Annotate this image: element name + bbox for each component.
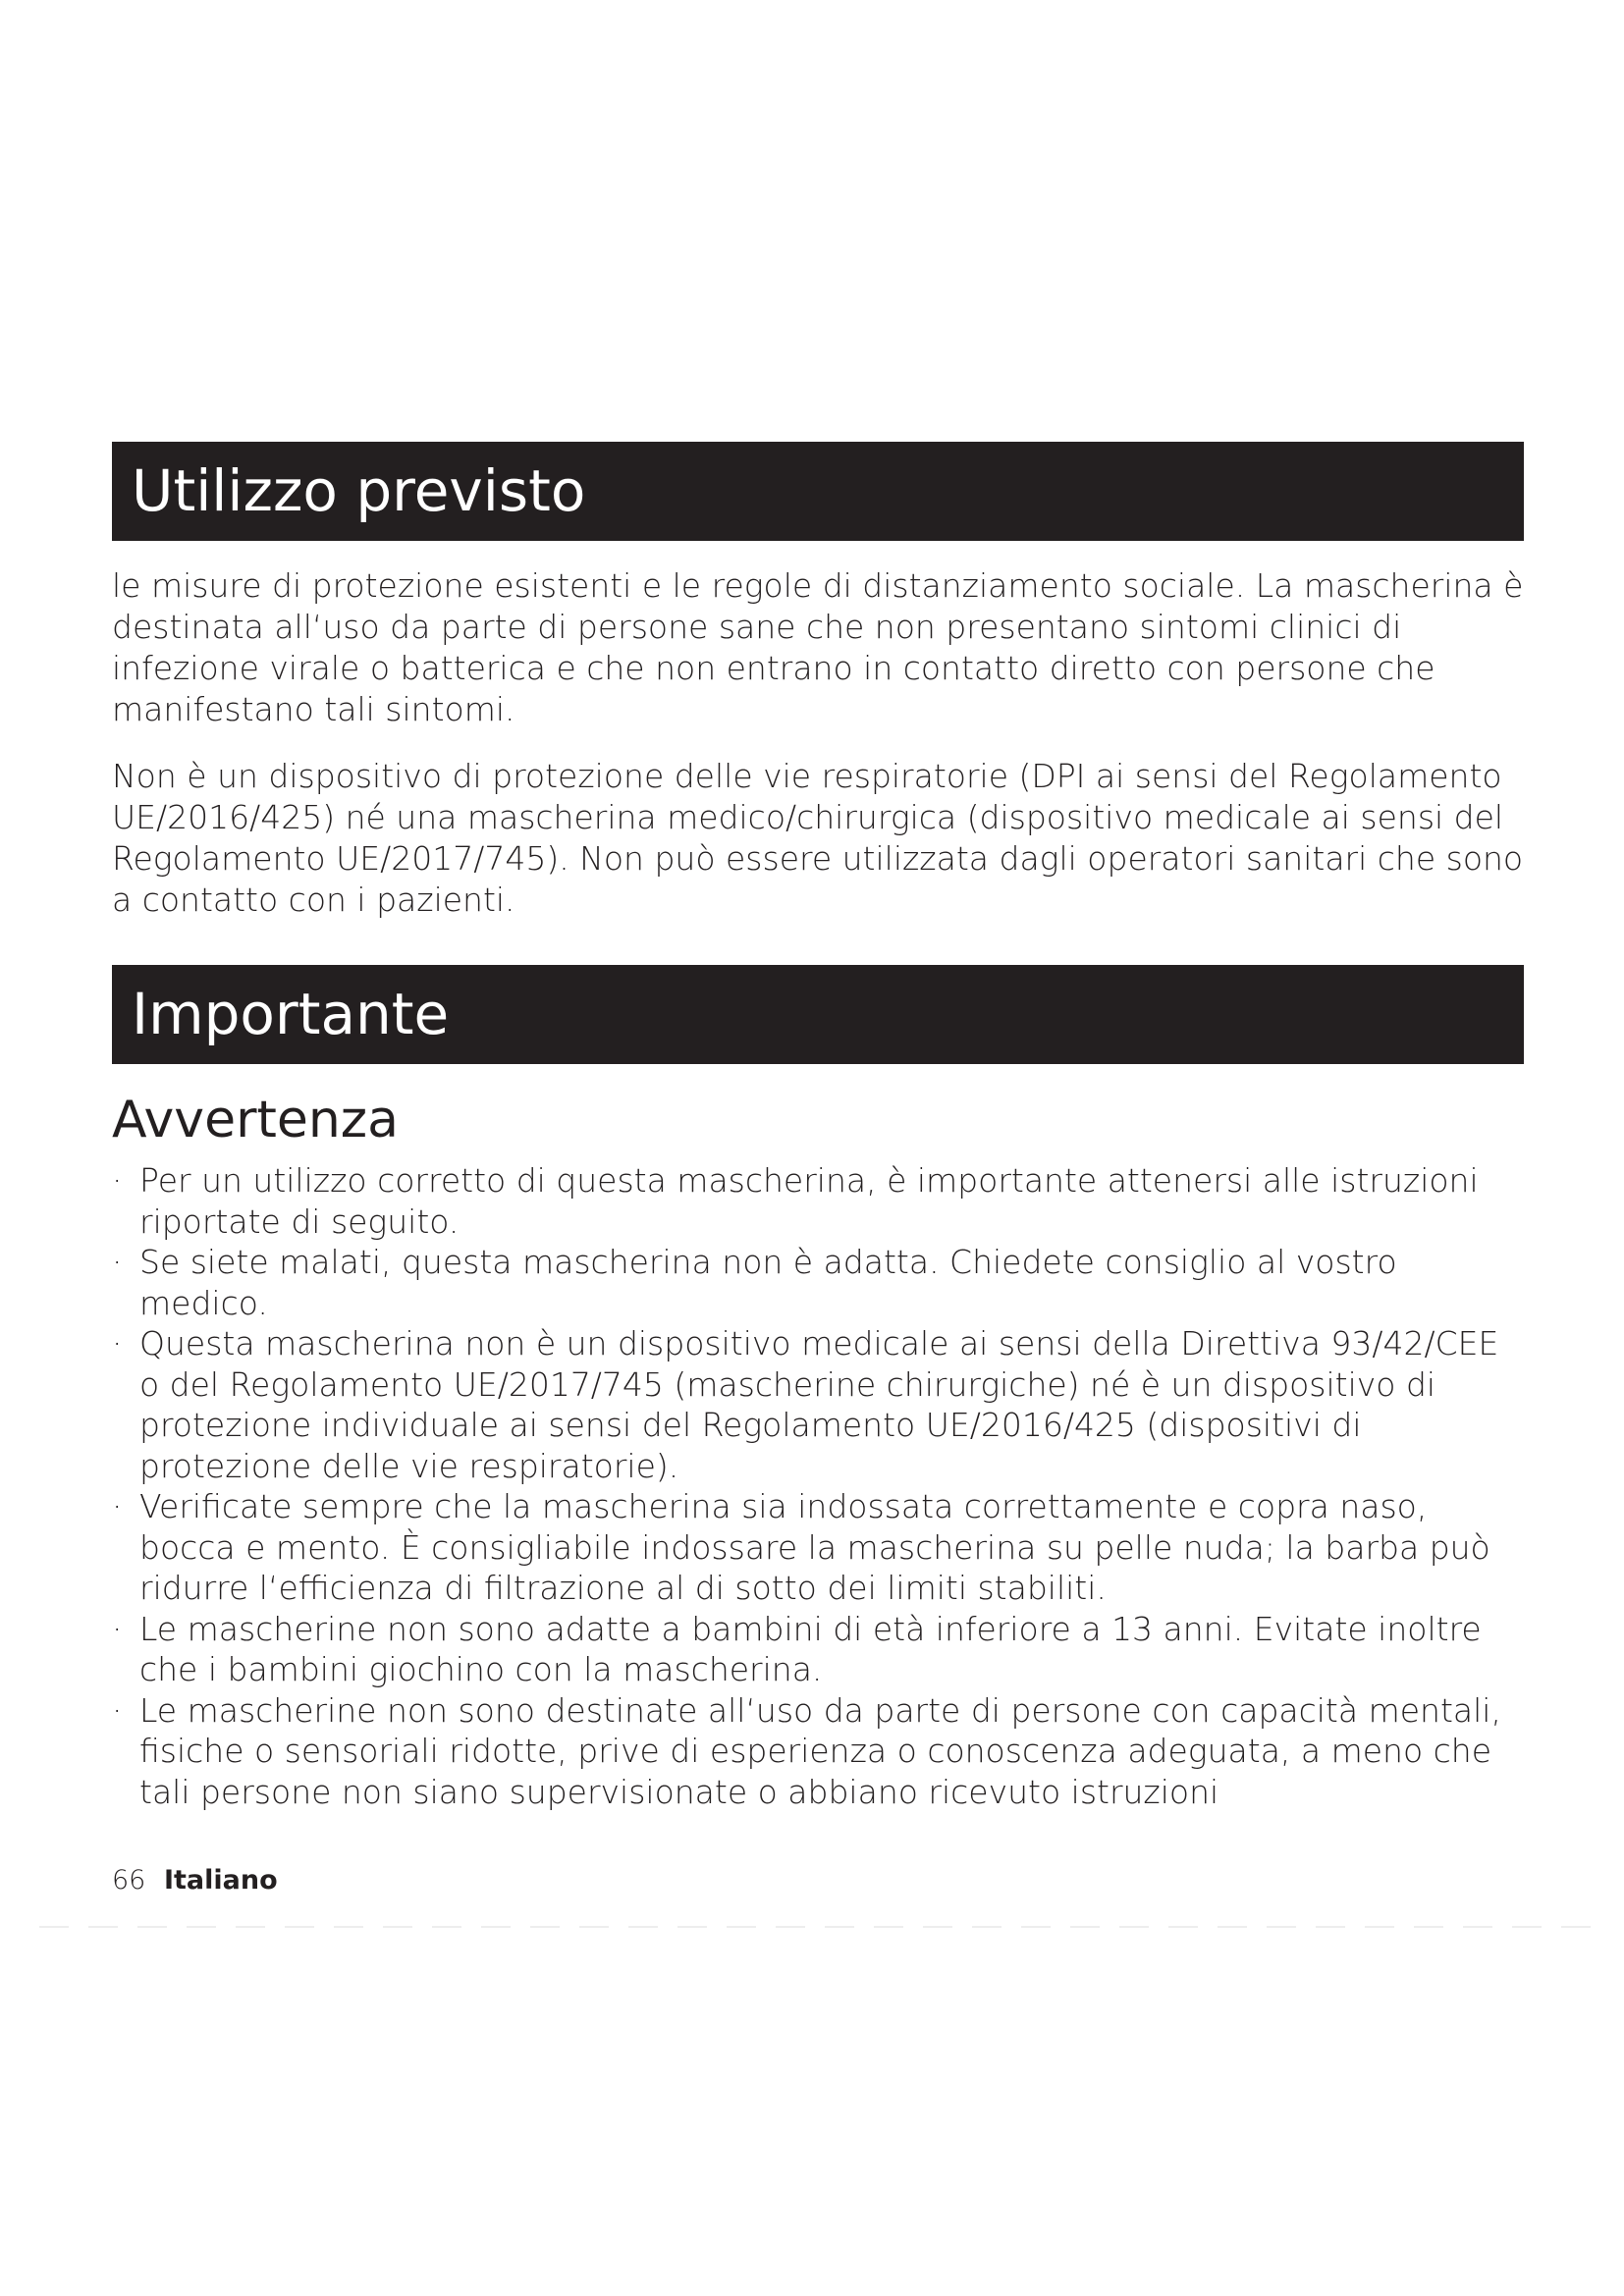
list-item — [112, 1690, 1526, 1813]
bullet-marker: · — [112, 1161, 123, 1200]
scan-artifact-divider — [39, 1926, 1591, 1928]
bullet-marker: · — [112, 1324, 123, 1362]
list-item-text: Le mascherine non sono adatte a bambini di età inferiore a 13 anni. Evitate inoltre che i bambini giochino con la mascherina. — [139, 1609, 1482, 1688]
section-header-utilizzo-previsto: Utilizzo previsto — [112, 442, 1524, 541]
list-item-text: Verificate sempre che la mascherina sia indossata correttamente e copra naso, bocca e mento. È consigliabile indossare la mascherina su pelle nuda; la barba può ridurre l‘efficienza di filtrazione al di sotto dei limiti stabiliti. — [139, 1487, 1490, 1607]
list-item-text: Le mascherine non sono destinate all‘uso da parte di persone con capacità mentali, fisiche o sensoriali ridotte, prive di esperienza o conoscenza adeguata, a meno che tali persone non siano supervisionate o abbiano ricevuto istruzioni — [139, 1690, 1501, 1811]
bullet-marker: · — [112, 1243, 123, 1281]
paragraph-utilizzo-2: Non è un dispositivo di protezione delle vie respiratorie (DPI ai sensi del Regolamento UE/2016/425) né una mascherina medico/chirurgica (dispositivo medicale ai sensi del Regolamento UE/2017/745). Non può essere utilizzata dagli operatori sanitari che sono a contatto con i pazienti. — [112, 757, 1524, 919]
bullet-marker: · — [112, 1487, 123, 1525]
list-item — [112, 1242, 1526, 1323]
page-number: 66 — [112, 1865, 146, 1896]
warning-list — [112, 1160, 1526, 1812]
paragraph-utilizzo-1: le misure di protezione esistenti e le regole di distanziamento sociale. La mascherina è destinata all‘uso da parte di persone sane che non presentano sintomi clinici di infezione virale o batterica e che non entrano in contatto diretto con persone che manifestano tali sintomi. — [112, 566, 1524, 728]
footer-language: Italiano — [163, 1865, 278, 1896]
bullet-marker: · — [112, 1609, 123, 1648]
bullet-marker: · — [112, 1690, 123, 1730]
subheading-avvertenza: Avvertenza — [112, 1091, 399, 1149]
page-footer — [112, 1863, 278, 1898]
list-item — [112, 1609, 1526, 1690]
section-header-importante: Importante — [112, 965, 1524, 1064]
list-item — [112, 1323, 1526, 1486]
list-item — [112, 1160, 1526, 1242]
list-item-text: Per un utilizzo corretto di questa mascherina, è importante attenersi alle istruzioni riportate di seguito. — [139, 1161, 1479, 1241]
list-item-text: Questa mascherina non è un dispositivo medicale ai sensi della Direttiva 93/42/CEE o del Regolamento UE/2017/745 (mascherine chirurgiche) né è un dispositivo di protezione individuale ai sensi del Regolamento UE/2016/425 (dispositivi di protezione delle vie respiratorie). — [139, 1324, 1499, 1485]
list-item-text: Se siete malati, questa mascherina non è adatta. Chiedete consiglio al vostro medico. — [139, 1243, 1397, 1322]
list-item — [112, 1486, 1526, 1609]
